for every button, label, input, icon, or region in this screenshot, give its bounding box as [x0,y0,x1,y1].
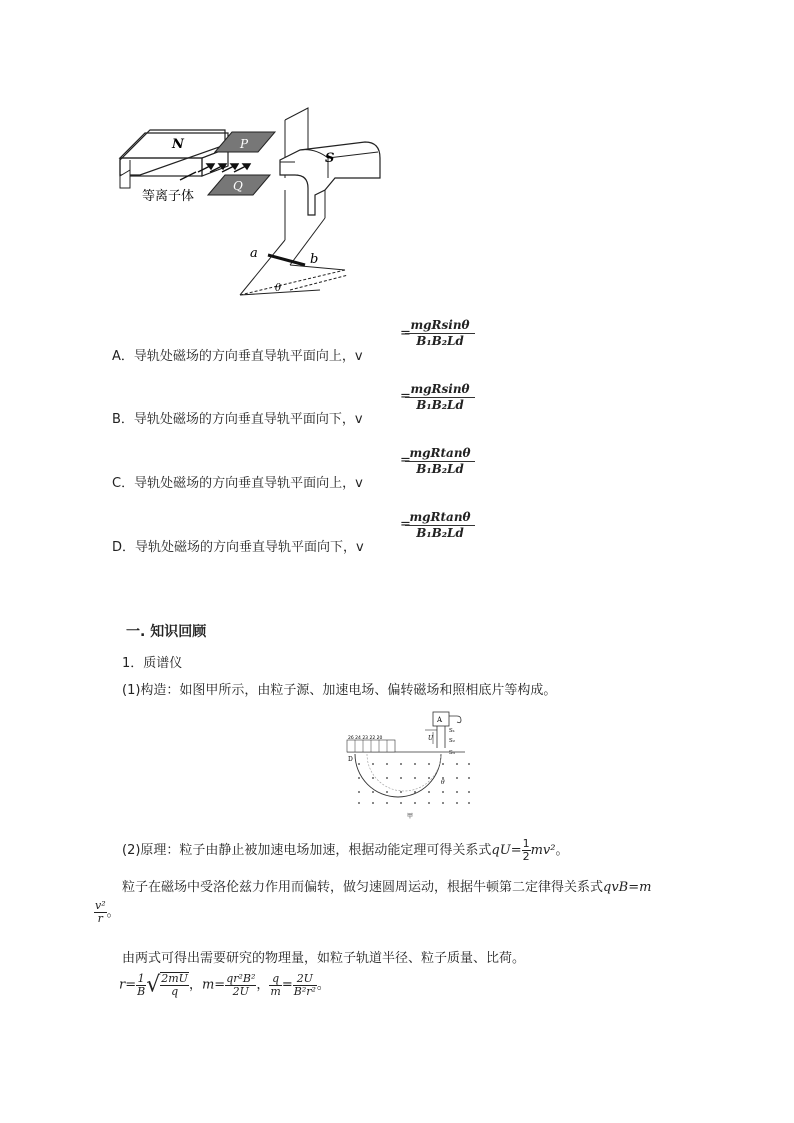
label-s1: S₁ [449,728,455,734]
formula-half-num: 1 [522,837,530,850]
option-d-text: D．导轨处磁场的方向垂直导轨平面向下，v [112,540,364,555]
formula-v2r [94,900,107,925]
result-formulas [119,972,330,998]
option-a-text: A．导轨处磁场的方向垂直导轨平面向上，v [112,349,363,364]
label-theta: θ [275,283,282,294]
f-2u-b: 2U [293,973,317,986]
option-c-denominator: B₁B₂Ld [416,462,464,476]
label-plasma: 等离子体 [142,189,195,204]
f-q: q [171,985,179,998]
option-d [112,536,364,555]
label-p: P [240,137,249,151]
option-a [112,345,363,364]
option-b-fraction [405,382,475,412]
comma-1: ， [188,977,202,993]
para-principle [122,838,569,863]
option-b-numerator: mgRsinθ [405,382,475,398]
label-a: a [250,246,258,261]
formula-r: r [97,912,103,925]
option-c-eq: = [400,453,411,468]
f-m-eq: m= [201,977,226,993]
section-title: 一. 知识回顾 [126,624,207,640]
label-a: A [437,716,443,724]
formula-half-den: 2 [522,850,530,863]
f-2u: 2U [232,984,249,998]
period-2: 。 [106,905,120,920]
option-b-text: B．导轨处磁场的方向垂直导轨平面向下，v [112,412,363,427]
option-b-eq: = [400,389,411,404]
formula-mv2: mv² [530,843,556,858]
para-construct: (1)构造：如图甲所示，由粒子源、加速电场、偏转磁场和照相底片等构成。 [122,683,557,698]
option-a-denominator: B₁B₂Ld [416,334,464,348]
sqrt-sign: √ [146,972,161,998]
label-u: U [428,735,434,742]
option-d-numerator: mgRtanθ [405,510,475,526]
figure-caption: 甲 [407,813,414,820]
para-lorentz-text: 粒子在磁场中受洛伦兹力作用而偏转，做匀速圆周运动，根据牛顿第二定律得关系式 [122,880,604,895]
formula-qu: qU= [491,843,522,858]
option-c-fraction [405,446,475,476]
f-1: 1 [137,971,145,985]
comma-2: ， [256,977,270,993]
f-b: B [137,984,146,998]
label-s2: S₂ [449,738,455,744]
label-b: b [310,252,319,267]
option-a-numerator: mgRsinθ [405,318,475,334]
para-principle-text: (2)原理：粒子由静止被加速电场加速，根据动能定理可得关系式 [122,843,492,858]
f-q-num: q [269,973,281,986]
option-d-denominator: B₁B₂Ld [416,526,464,540]
para-derive: 由两式可得出需要研究的物理量，如粒子轨道半径、粒子质量、比荷。 [122,951,526,966]
option-a-fraction [405,318,475,348]
label-scale: 26 24 23 22 20 [348,736,383,741]
f-ratio-frac [293,973,317,998]
option-d-fraction [405,510,475,540]
option-a-eq: = [400,326,411,341]
item-mass-spectrometer: 1．质谱仪 [122,656,183,671]
period-3: 。 [316,977,330,993]
para-lorentz [122,876,651,895]
label-s: S [325,151,335,166]
option-c-numerator: mgRtanθ [405,446,475,462]
option-b-denominator: B₁B₂Ld [416,398,464,412]
option-c [112,472,363,491]
period: 。 [555,843,569,858]
formula-half [522,838,531,863]
f-one-over-b [136,973,146,998]
label-q: Q [233,179,243,193]
f-sqrt-frac [160,972,189,998]
f-qr2b2: qr²B² [226,971,256,985]
f-m-den: m [270,984,281,998]
label-theta: θ [441,779,445,786]
f-r-eq: r= [119,977,137,993]
f-2mu: 2mU [161,972,188,985]
f-q-over-m [269,973,281,998]
f-eq: = [281,977,293,993]
magnetohydrodynamic-generator-figure [110,100,400,300]
formula-v2: v² [95,899,106,912]
label-n: N [172,137,184,152]
label-s3: S₃ [449,750,455,756]
option-d-eq: = [400,517,411,532]
label-d: D [348,756,353,763]
f-m-frac [225,973,256,998]
formula-v2-over-r [94,900,120,925]
option-c-text: C．导轨处磁场的方向垂直导轨平面向上，v [112,476,363,491]
f-b2r2: B²r² [293,984,316,998]
formula-qvb: qvB=m [603,880,652,895]
mass-spectrometer-figure [345,708,475,820]
option-b [112,408,363,427]
